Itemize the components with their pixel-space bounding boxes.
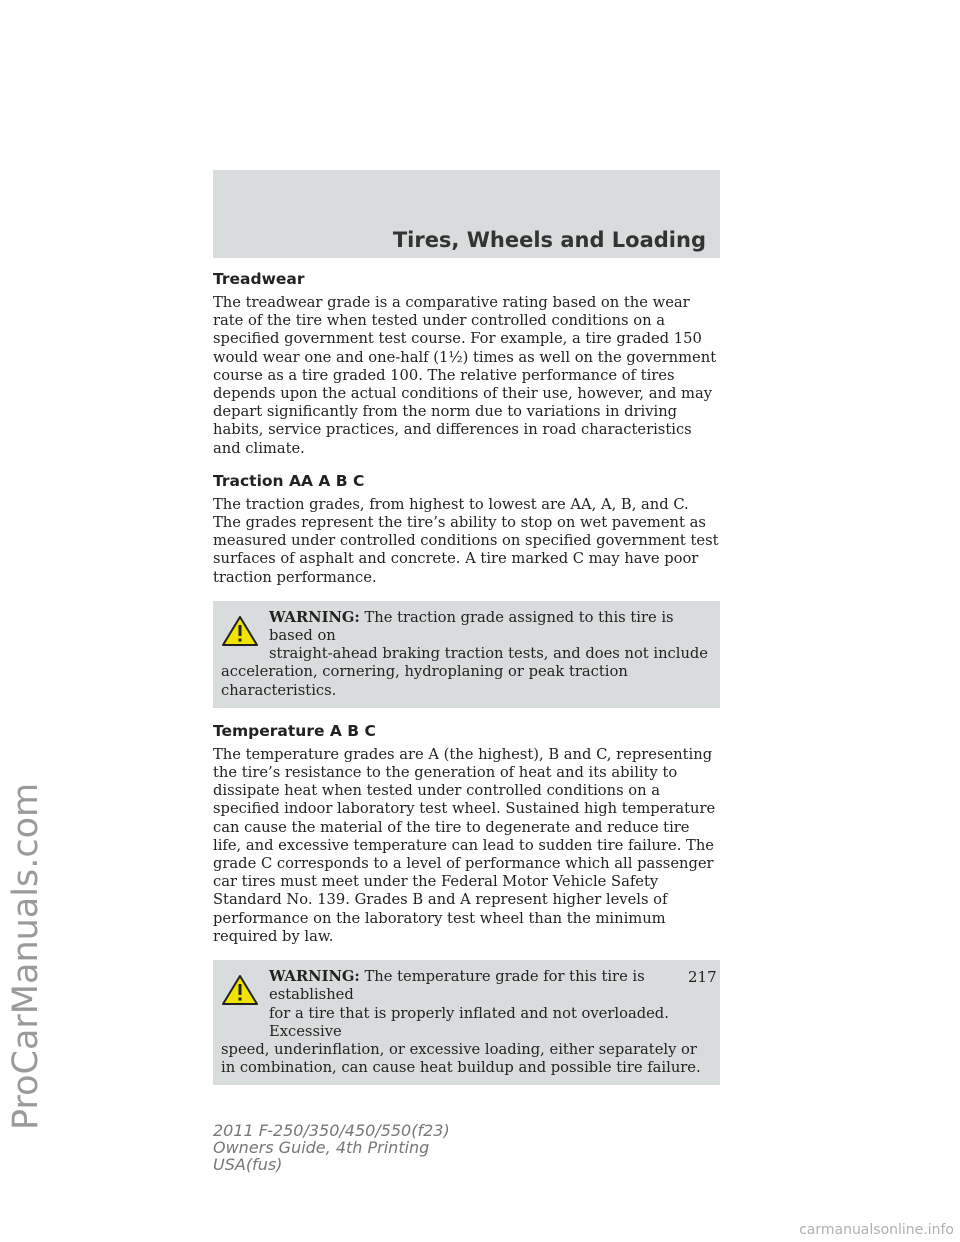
warning-text-rest: speed, underinflation, or excessive loading, either separately or in combination, can cause heat buildup and possible tire failure. — [221, 1040, 701, 1077]
footer-region: USA — [213, 1155, 246, 1174]
warning-triangle-icon — [221, 615, 259, 647]
heading-temperature: Temperature A B C — [213, 721, 376, 740]
footer-printing: Owners Guide, 4th Printing — [213, 1138, 430, 1157]
footer-model: 2011 F-250/350/450/550 — [213, 1121, 412, 1140]
footer-model-code: (f23) — [411, 1121, 450, 1140]
warning-text-line1: The temperature grade for this tire is established — [269, 968, 645, 1004]
paragraph-temperature: The temperature grades are A (the highest), B and C, representing the tire’s resistance to the generation of heat and its ability to dissipate heat when tested under controlled conditions on a specified indoor laboratory test wheel. Sustained high temperature can cause the material of the tire to degenerate and reduce tire life, and excessive temperature can lead to sudden tire failure. The grade C corresponds to a level of performance which all passenger car tires must meet under the Federal Motor Vehicle Safety Standard No. 139. Grades B and A represent higher levels of performance on the laboratory test wheel than the minimum required by law. — [213, 745, 716, 945]
heading-traction: Traction AA A B C — [213, 471, 365, 490]
warning-text-line2: for a tire that is properly inflated and not overloaded. Excessive — [269, 1004, 669, 1040]
warning-label: WARNING: — [269, 968, 360, 986]
warning-text-line1: The traction grade assigned to this tire is based on — [269, 608, 674, 645]
header-band — [213, 170, 720, 258]
page-content — [213, 270, 720, 1099]
document-footer — [213, 1122, 450, 1173]
warning-label: WARNING: — [269, 608, 360, 626]
footer-region-code: (fus) — [245, 1155, 283, 1174]
page-number: 217 — [688, 968, 717, 986]
heading-treadwear: Treadwear — [213, 270, 305, 288]
warning-text-line2: straight-ahead braking traction tests, and does not include — [269, 645, 709, 663]
paragraph-treadwear: The treadwear grade is a comparative rating based on the wear rate of the tire when tested under controlled conditions on a specified government test course. For example, a tire graded 150 would wear one and one-half (1½) times as well on the government course as a tire graded 100. The relative performance of tires depends upon the actual conditions of their use, however, and may depart significantly from the norm due to variations in driving habits, service practices, and differences in road characteristics and climate. — [213, 294, 717, 457]
section-title: Tires, Wheels and Loading — [392, 228, 706, 252]
paragraph-traction: The traction grades, from highest to lowest are AA, A, B, and C. The grades represent the tire’s ability to stop on wet pavement as measured under controlled conditions on specified government test surfaces of asphalt and concrete. A tire marked C may have poor traction performance. — [213, 495, 719, 586]
warning-box-traction — [213, 601, 720, 708]
site-footer-link[interactable]: carmanualsonline.info — [799, 1222, 954, 1238]
watermark: ProCarManuals.com — [6, 782, 46, 1130]
warning-box-temperature — [213, 960, 720, 1085]
warning-triangle-icon — [221, 974, 259, 1006]
warning-text-rest: acceleration, cornering, hydroplaning or peak traction characteristics. — [221, 663, 628, 699]
